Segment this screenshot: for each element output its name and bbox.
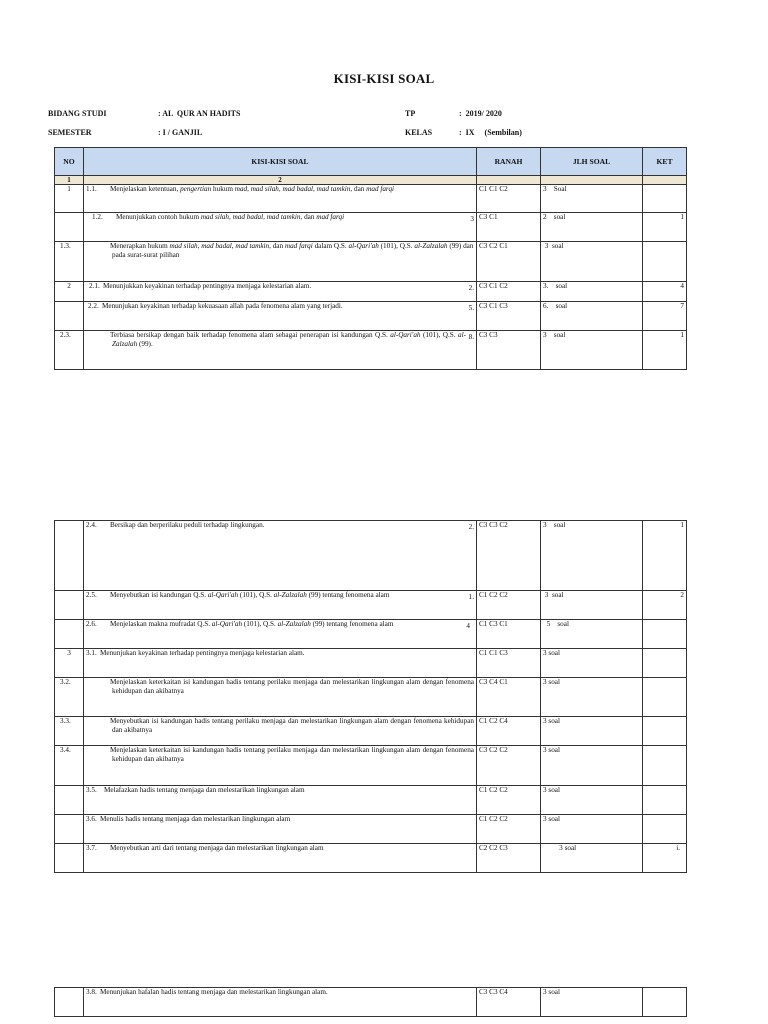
indicator-text: (99) tentang fenomena alam bbox=[310, 620, 394, 628]
jlh-soal-cell: 3 soal bbox=[541, 988, 643, 1017]
indicator-text-italic: al-Qari'ah bbox=[390, 331, 421, 339]
indicator-cell bbox=[60, 717, 477, 746]
semester-label: SEMESTER bbox=[48, 128, 92, 137]
ranah-cell: C3 C3 bbox=[477, 331, 541, 370]
table-row bbox=[55, 988, 687, 1017]
ket-cell: 1 bbox=[643, 521, 687, 591]
indicator-text: Terbiasa bersikap dengan baik terhadap fenomena alam sebagai penerapan isi kandungan Q.S. bbox=[110, 331, 391, 339]
ket-cell: i. bbox=[643, 844, 687, 873]
ranah-cell: C1 C2 C4 bbox=[477, 717, 541, 746]
jlh-soal-cell: 3 soal bbox=[541, 815, 643, 844]
table-row bbox=[55, 331, 687, 370]
table-row bbox=[55, 521, 687, 591]
row-no: 2 bbox=[55, 282, 84, 302]
index-no: 1 bbox=[55, 176, 84, 185]
semester-value: : I / GANJIL bbox=[158, 128, 203, 137]
indicator-cell bbox=[84, 844, 477, 873]
row-no: 1 bbox=[55, 185, 84, 213]
ket-cell: 2 bbox=[643, 591, 687, 620]
indicator-number: 2.4. bbox=[86, 521, 97, 529]
row-no bbox=[55, 844, 84, 873]
index-kisi: 2 bbox=[84, 176, 477, 185]
indicator-text-italic: al-Qari'ah bbox=[211, 620, 243, 628]
tp-label: TP bbox=[405, 109, 416, 118]
table-row bbox=[55, 746, 687, 786]
indicator-number: 3.2. bbox=[60, 678, 71, 686]
ket-cell bbox=[643, 620, 687, 649]
indicator-cell bbox=[84, 521, 477, 591]
table-row bbox=[55, 185, 687, 213]
kelas-label: KELAS bbox=[405, 128, 433, 137]
header-no: NO bbox=[55, 148, 84, 176]
indicator-text: (101), Q.S. bbox=[242, 620, 278, 628]
indicator-number: 2.3. bbox=[60, 331, 71, 339]
indicator-number: 3.7. bbox=[86, 844, 97, 852]
indicator-text: dan bbox=[352, 185, 367, 193]
indicator-number: 1.1. bbox=[86, 185, 97, 193]
indicator-text-italic: al-Qari'ah bbox=[348, 242, 379, 250]
ranah-cell: C3 C4 C1 bbox=[477, 678, 541, 717]
ranah-cell: C1 C3 C1 bbox=[477, 620, 541, 649]
kelas-value: : IX (Sembilan) bbox=[459, 128, 522, 137]
page-title: KISI-KISI SOAL bbox=[333, 71, 435, 86]
jlh-soal-cell: 5 soal bbox=[541, 620, 643, 649]
ranah-cell: C3 C2 C2 bbox=[477, 746, 541, 786]
jlh-soal-cell: 3 soal bbox=[541, 844, 643, 873]
indicator-cell bbox=[84, 591, 477, 620]
ket-cell bbox=[643, 786, 687, 815]
jlh-soal-cell: 3. soal bbox=[541, 282, 643, 302]
indicator-number: 2.6. bbox=[86, 620, 97, 628]
table-row bbox=[55, 786, 687, 815]
kisi-table-part-2 bbox=[54, 520, 687, 873]
indicator-text: Menjelaskan keterkaitan isi kandungan hadis tentang perilaku menjaga dan melestarikan lingkungan alam dengan fenomena kehidupan dan akibatnya bbox=[110, 678, 474, 695]
indicator-text: hukum bbox=[211, 185, 235, 193]
indicator-cell bbox=[84, 213, 477, 242]
indicator-text: Menyebutkan isi kandungan Q.S. bbox=[110, 591, 208, 599]
ranah-cell: C3 C1 C2 bbox=[477, 282, 541, 302]
indicator-text: Menyebutkan arti dari tentang menjaga dan melestarikan lingkungan alam bbox=[110, 844, 324, 852]
ranah-cell: C1 C2 C2 bbox=[477, 591, 541, 620]
ket-cell: 1 bbox=[643, 213, 687, 242]
indicator-number: 3.6. bbox=[86, 815, 97, 823]
ranah-cell: C3 C1 bbox=[477, 213, 541, 242]
row-no bbox=[55, 620, 84, 649]
indicator-number: 3.5. bbox=[86, 786, 97, 794]
indicator-cell bbox=[60, 678, 477, 717]
indicator-cell bbox=[84, 988, 477, 1017]
indicator-item-number: 3 bbox=[470, 215, 474, 223]
ket-cell bbox=[643, 185, 687, 213]
jlh-soal-cell: 3 Soal bbox=[541, 185, 643, 213]
row-no bbox=[55, 786, 84, 815]
table-row bbox=[55, 678, 687, 717]
header-kisi-kisi-soal: KISI-KISI SOAL bbox=[84, 148, 477, 176]
table-row bbox=[55, 591, 687, 620]
indicator-text-italic: pengertian bbox=[180, 185, 212, 193]
indicator-text: Menunjukkan contoh hukum bbox=[116, 213, 201, 221]
kisi-table-part-1 bbox=[54, 147, 687, 370]
indicator-item-number: 4 bbox=[466, 622, 470, 630]
indicator-text: Menjelaskan ketentuan, bbox=[110, 185, 181, 193]
indicator-number: 3.3. bbox=[60, 717, 71, 725]
ranah-cell: C2 C2 C3 bbox=[477, 844, 541, 873]
ket-cell: 7 bbox=[643, 302, 687, 331]
indicator-number: 2.1. bbox=[89, 282, 100, 290]
indicator-text: Menunjukkan keyakinan terhadap pentingnya menjaga kelestarian alam. bbox=[103, 282, 312, 290]
bidang-studi-value: : AL QUR AN HADITS bbox=[158, 109, 241, 118]
ket-cell bbox=[643, 988, 687, 1017]
indicator-text-italic: mad silah, mad badal, mad tamkin, bbox=[200, 213, 303, 221]
indicator-cell bbox=[84, 786, 477, 815]
jlh-soal-cell: 3 soal bbox=[541, 746, 643, 786]
ranah-cell: C3 C3 C4 bbox=[477, 988, 541, 1017]
jlh-soal-cell: 3 soal bbox=[541, 521, 643, 591]
indicator-number: 3.4. bbox=[60, 746, 71, 754]
indicator-text: dalam Q.S. bbox=[312, 242, 349, 250]
indicator-text: Menulis hadis tentang menjaga dan melestarikan lingkungan alam bbox=[100, 815, 291, 823]
indicator-cell bbox=[84, 649, 477, 678]
ranah-cell: C3 C3 C2 bbox=[477, 521, 541, 591]
indicator-number: 1.3. bbox=[60, 242, 71, 250]
ket-cell bbox=[643, 649, 687, 678]
indicator-text: (99) tentang fenomena alam bbox=[306, 591, 390, 599]
indicator-cell bbox=[84, 282, 477, 302]
indicator-text-italic: mad farqi bbox=[284, 242, 313, 250]
ket-cell bbox=[643, 678, 687, 717]
ket-cell bbox=[643, 717, 687, 746]
table-row bbox=[55, 213, 687, 242]
indicator-text: (101), Q.S. bbox=[420, 331, 458, 339]
jlh-soal-cell: 3 soal bbox=[541, 717, 643, 746]
ranah-cell: C1 C1 C3 bbox=[477, 649, 541, 678]
ranah-cell: C3 C1 C3 bbox=[477, 302, 541, 331]
indicator-text-italic: al-Zalzalah bbox=[277, 620, 311, 628]
ket-cell bbox=[643, 242, 687, 282]
kisi-table-part-3 bbox=[54, 987, 687, 1017]
table-row bbox=[55, 242, 687, 282]
table-row bbox=[55, 717, 687, 746]
table-row bbox=[55, 620, 687, 649]
jlh-soal-cell: 6. soal bbox=[541, 302, 643, 331]
indicator-item-number: 5. bbox=[468, 304, 474, 312]
indicator-text: Menjelaskan makna mufradat Q.S. bbox=[110, 620, 212, 628]
ranah-cell: C3 C2 C1 bbox=[477, 242, 541, 282]
indicator-text-italic: al-Zalzalah bbox=[414, 242, 448, 250]
table-row bbox=[55, 649, 687, 678]
indicator-text-italic: al-Qari'ah bbox=[207, 591, 239, 599]
indicator-text: (99). bbox=[137, 339, 153, 348]
header-jlh-soal: JLH SOAL bbox=[541, 148, 643, 176]
index-empty-3 bbox=[477, 176, 541, 185]
indicator-number: 3.8. bbox=[86, 988, 97, 996]
jlh-soal-cell: 3 soal bbox=[541, 678, 643, 717]
indicator-cell bbox=[84, 185, 477, 213]
index-empty-4 bbox=[541, 176, 643, 185]
ket-cell: 1 bbox=[643, 331, 687, 370]
ket-cell bbox=[643, 815, 687, 844]
row-no: 3 bbox=[55, 649, 84, 678]
row-no bbox=[55, 591, 84, 620]
tp-value: : 2019/ 2020 bbox=[459, 109, 502, 118]
indicator-number: 2.5. bbox=[86, 591, 97, 599]
indicator-text: Menyebutkan isi kandungan hadis tentang perilaku menjaga dan melestarikan lingkungan alam dengan fenomena kehidupan dan akibatnya bbox=[110, 717, 474, 734]
indicator-text: Menunjukan keyakinan terhadap pentingnya menjaga kelestarian alam. bbox=[100, 649, 305, 657]
indicator-item-number: 8. bbox=[468, 333, 474, 341]
indicator-number: 2.2. bbox=[88, 302, 99, 310]
row-no bbox=[55, 815, 84, 844]
indicator-text: Menunjukan hafalan hadis tentang menjaga dan melestarikan lingkungan alam. bbox=[100, 988, 328, 996]
indicator-number: 3.1. bbox=[86, 649, 97, 657]
row-no bbox=[55, 521, 84, 591]
indicator-text-italic: mad, mad silah, mad badal, mad tamkin, bbox=[234, 185, 353, 193]
indicator-text-italic: mad silah, mad badal, mad tamkin, bbox=[169, 242, 271, 250]
jlh-soal-cell: 3 soal bbox=[541, 242, 643, 282]
indicator-text-italic: mad farqi bbox=[316, 213, 345, 221]
indicator-cell bbox=[84, 620, 477, 649]
indicator-text: dan bbox=[270, 242, 285, 250]
indicator-text-italic: al-Zalzalah bbox=[112, 331, 466, 348]
indicator-cell bbox=[60, 331, 477, 370]
ket-cell: 4 bbox=[643, 282, 687, 302]
index-empty-5 bbox=[643, 176, 687, 185]
indicator-cell bbox=[84, 302, 477, 331]
header-ranah: RANAH bbox=[477, 148, 541, 176]
indicator-number: 1.2. bbox=[92, 213, 103, 221]
indicator-text: Menjelaskan keterkaitan isi kandungan hadis tentang perilaku menjaga dan melestarikan lingkungan alam dengan fenomena kehidupan dan akibatnya bbox=[110, 746, 474, 763]
bidang-studi-label: BIDANG STUDI bbox=[48, 109, 107, 118]
row-no bbox=[55, 213, 84, 242]
header-ket: KET bbox=[643, 148, 687, 176]
jlh-soal-cell: 2 soal bbox=[541, 213, 643, 242]
row-no bbox=[55, 988, 84, 1017]
indicator-text-italic: mad farqi bbox=[366, 185, 395, 193]
indicator-cell bbox=[84, 815, 477, 844]
table-row bbox=[55, 282, 687, 302]
indicator-item-number: 2. bbox=[468, 523, 474, 531]
indicator-text: dan bbox=[302, 213, 317, 221]
indicator-text-italic: al-Zalzalah bbox=[273, 591, 307, 599]
indicator-text: (101), Q.S. bbox=[378, 242, 415, 250]
table-row bbox=[55, 302, 687, 331]
jlh-soal-cell: 3 soal bbox=[541, 591, 643, 620]
indicator-item-number: 2. bbox=[468, 284, 474, 292]
indicator-text: (99) dan pada surat-surat pilihan bbox=[112, 242, 474, 259]
ranah-cell: C1 C2 C2 bbox=[477, 786, 541, 815]
row-no bbox=[55, 302, 84, 331]
indicator-text: Menunjukan keyakinan terhadap kekuasaan allah pada fenomena alam yang terjadi. bbox=[102, 302, 343, 310]
indicator-text: Bersikap dan berperilaku peduli terhadap lingkungan. bbox=[110, 521, 265, 529]
indicator-cell bbox=[60, 746, 477, 786]
table-row bbox=[55, 815, 687, 844]
jlh-soal-cell: 3 soal bbox=[541, 649, 643, 678]
ket-cell bbox=[643, 746, 687, 786]
indicator-cell bbox=[60, 242, 477, 282]
indicator-text: Melafazkan hadis tentang menjaga dan melestarikan lingkungan alam bbox=[104, 786, 305, 794]
ranah-cell: C1 C1 C2 bbox=[477, 185, 541, 213]
indicator-text: Menerapkan hukum bbox=[110, 242, 170, 250]
jlh-soal-cell: 3 soal bbox=[541, 786, 643, 815]
table-row bbox=[55, 844, 687, 873]
indicator-text: (101), Q.S. bbox=[238, 591, 274, 599]
jlh-soal-cell: 3 soal bbox=[541, 331, 643, 370]
ranah-cell: C1 C2 C2 bbox=[477, 815, 541, 844]
indicator-item-number: 1. bbox=[468, 593, 474, 601]
